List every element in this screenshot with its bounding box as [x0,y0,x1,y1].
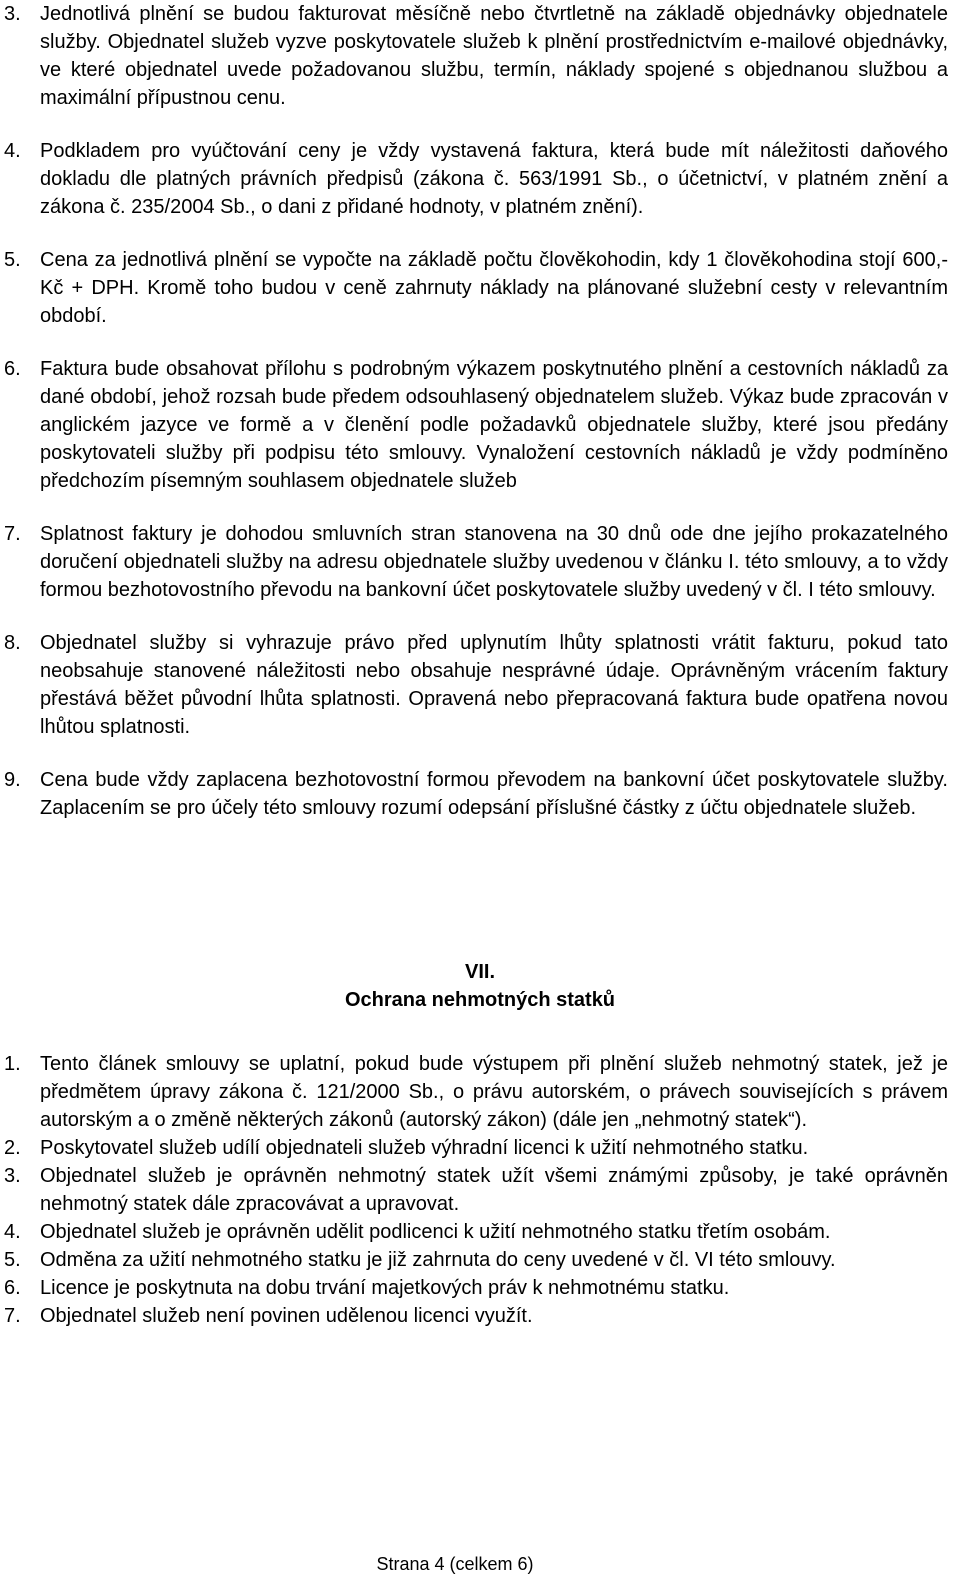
item-text: Licence je poskytnuta na dobu trvání majetkových práv k nehmotnému statku. [40,1277,730,1299]
item-text: Splatnost faktury je dohodou smluvních stran stanovena na 30 dnů ode dne jejího prokazatelného doručení objednateli služby na adresu objednatele služby uvedenou v článku I. této smlouvy, a to vždy formou bezhotovostního převodu na bankovní účet poskytovatele služby uvedený v čl. I této smlouvy. [40,523,948,601]
list-item [0,137,948,221]
list-item [0,1134,948,1162]
list-item [0,0,948,112]
list-item [0,629,948,741]
item-text: Objednatel služeb není povinen udělenou licenci využít. [40,1305,533,1327]
list-item [0,1274,948,1302]
item-number: 7. [4,1305,21,1327]
item-number: 3. [4,3,21,25]
item-text: Objednatel služeb je oprávněn udělit podlicenci k užití nehmotného statku třetím osobám. [40,1221,831,1243]
item-number: 8. [4,632,21,654]
item-number: 1. [4,1053,21,1075]
item-text: Cena bude vždy zaplacena bezhotovostní formou převodem na bankovní účet poskytovatele služby. Zaplacením se pro účely této smlouvy rozumí odepsání příslušné částky z účtu objednatele služeb. [40,769,948,819]
item-text: Tento článek smlouvy se uplatní, pokud bude výstupem při plnění služeb nehmotný statek, jež je předmětem úpravy zákona č. 121/2000 Sb., o právu autorském, o právech souvisejících s právem autorským a o změně některých zákonů (autorský zákon) (dále jen „nehmotný statek“). [40,1053,948,1131]
item-text: Podkladem pro vyúčtování ceny je vždy vystavená faktura, která bude mít náležitosti daňového dokladu dle platných právních předpisů (zákona č. 563/1991 Sb., o účetnictví, v platném znění a zákona č. 235/2004 Sb., o dani z přidané hodnoty, v platném znění). [40,140,948,218]
item-number: 6. [4,1277,21,1299]
intellectual-property-list [0,1050,960,1330]
item-text: Jednotlivá plnění se budou fakturovat měsíčně nebo čtvrtletně na základě objednávky objednatele služby. Objednatel služeb vyzve poskytovatele služeb k plnění prostřednictvím e-mailové objednávky, ve které objednatel uvede požadovanou službu, termín, náklady spojené s objednanou službou a maximální přípustnou cenu. [40,3,948,109]
item-text: Objednatel služby si vyhrazuje právo před uplynutím lhůty splatnosti vrátit fakturu, pokud tato neobsahuje stanovené náležitosti nebo obsahuje nesprávné údaje. Oprávněným vrácením faktury přestává běžet původní lhůta splatnosti. Opravená nebo přepracovaná faktura bude opatřena novou lhůtou splatnosti. [40,632,948,738]
item-number: 3. [4,1165,21,1187]
item-number: 6. [4,358,21,380]
list-item [0,355,948,495]
item-text: Cena za jednotlivá plnění se vypočte na základě počtu člověkohodin, kdy 1 člověkohodina stojí 600,- Kč + DPH. Kromě toho budou v ceně zahrnuty náklady na plánované služební cesty v relevantním období. [40,249,948,327]
list-item [0,1218,948,1246]
list-item [0,1050,948,1134]
item-number: 7. [4,523,21,545]
item-text: Objednatel služeb je oprávněn nehmotný statek užít všemi známými způsoby, je také oprávněn nehmotný statek dále zpracovávat a upravovat. [40,1165,948,1215]
item-text: Odměna za užití nehmotného statku je již zahrnuta do ceny uvedené v čl. VI této smlouvy. [40,1249,836,1271]
list-item [0,1162,948,1218]
list-item [0,246,948,330]
item-number: 5. [4,249,21,271]
item-text: Poskytovatel služeb udílí objednateli služeb výhradní licenci k užití nehmotného statku. [40,1137,809,1159]
list-item [0,520,948,604]
item-number: 4. [4,140,21,162]
item-number: 4. [4,1221,21,1243]
list-item [0,1302,948,1330]
item-number: 9. [4,769,21,791]
item-number: 5. [4,1249,21,1271]
list-item [0,766,948,822]
list-item [0,1246,948,1274]
page-footer: Strana 4 (celkem 6) [376,1554,534,1574]
item-text: Faktura bude obsahovat přílohu s podrobným výkazem poskytnutého plnění a cestovních nákladů za dané období, jehož rozsah bude předem odsouhlasený objednatelem služeb. Výkaz bude zpracován v anglickém jazyce ve formě a v členění podle požadavků objednatele služby, které jsou předány poskytovateli služby při podpisu této smlouvy. Vynaložení cestovních nákladů je vždy podmíněno předchozím písemným souhlasem objednatele služeb [40,358,948,492]
section-number: VII. [464,961,495,983]
item-number: 2. [4,1137,21,1159]
section-title: Ochrana nehmotných statků [344,989,616,1011]
